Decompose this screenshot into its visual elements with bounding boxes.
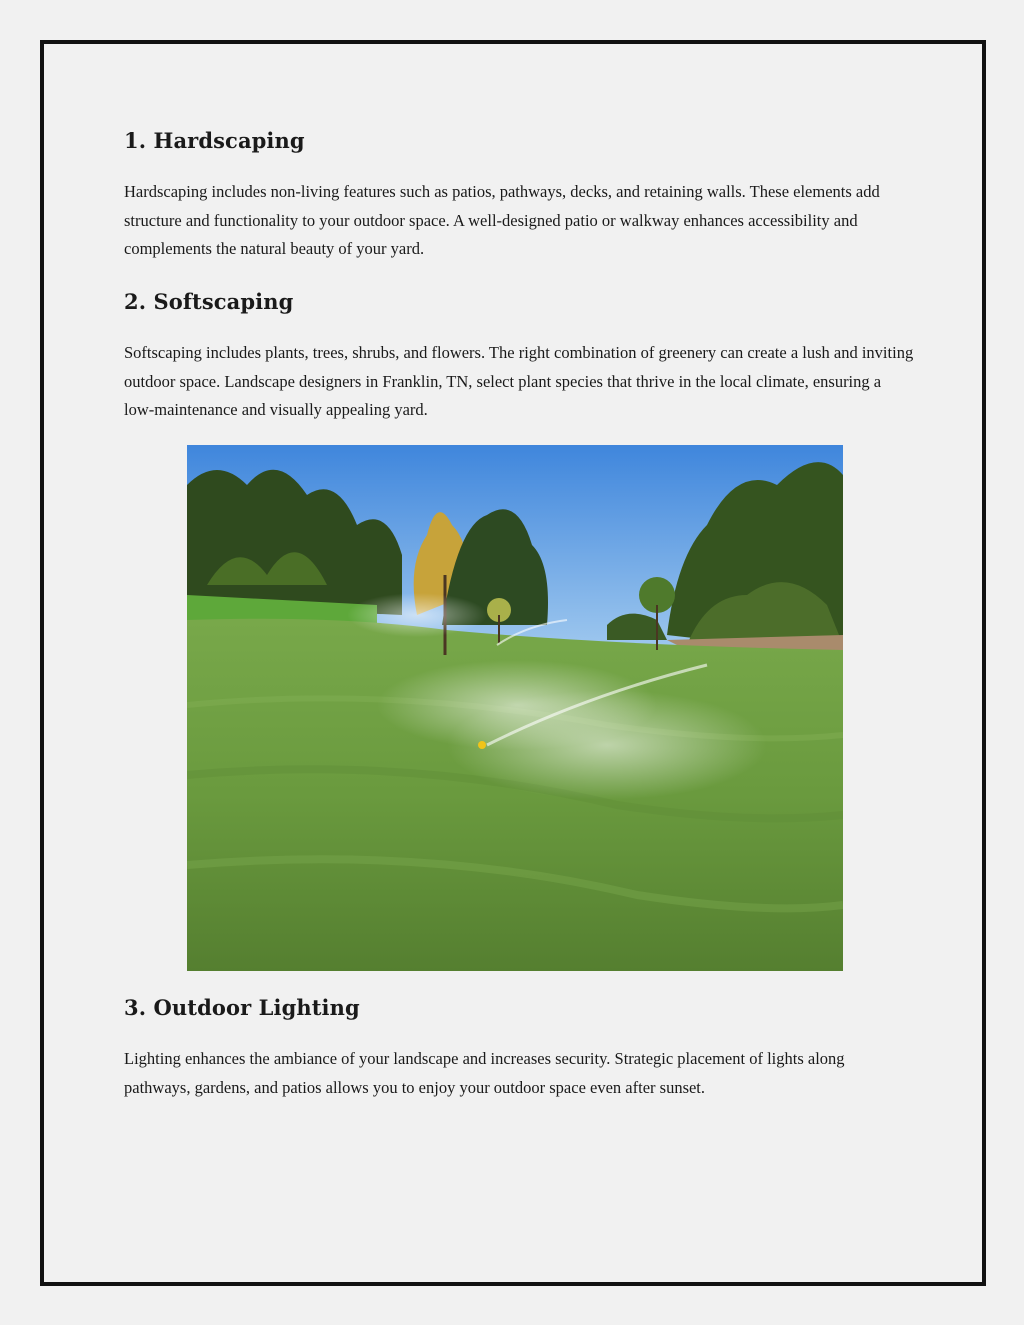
sprinkler-head bbox=[478, 741, 486, 749]
heading-outdoor-lighting: 3. Outdoor Lighting bbox=[124, 995, 360, 1020]
paragraph-outdoor-lighting: Lighting enhances the ambiance of your landscape and increases security. Strategic placement of lights along pathways, gardens, and patios allows you to enjoy your outdoor space even after sunset. bbox=[124, 1049, 845, 1097]
paragraph-hardscaping: Hardscaping includes non-living features such as patios, pathways, decks, and retaining walls. These elements add structure and functionality to your outdoor space. A well-designed patio or walkway enhances accessibility and complements the natural beauty of your yard. bbox=[124, 182, 880, 258]
heading-hardscaping: 1. Hardscaping bbox=[124, 128, 305, 153]
heading-softscaping: 2. Softscaping bbox=[124, 289, 294, 314]
page-frame bbox=[40, 40, 986, 1286]
paragraph-softscaping: Softscaping includes plants, trees, shrubs, and flowers. The right combination of greenery can create a lush and inviting outdoor space. Landscape designers in Franklin, TN, select plant species that thrive in the local climate, ensuring a low-maintenance and visually appealing yard. bbox=[124, 343, 914, 419]
lawn-sprinkler-photo bbox=[187, 445, 843, 971]
